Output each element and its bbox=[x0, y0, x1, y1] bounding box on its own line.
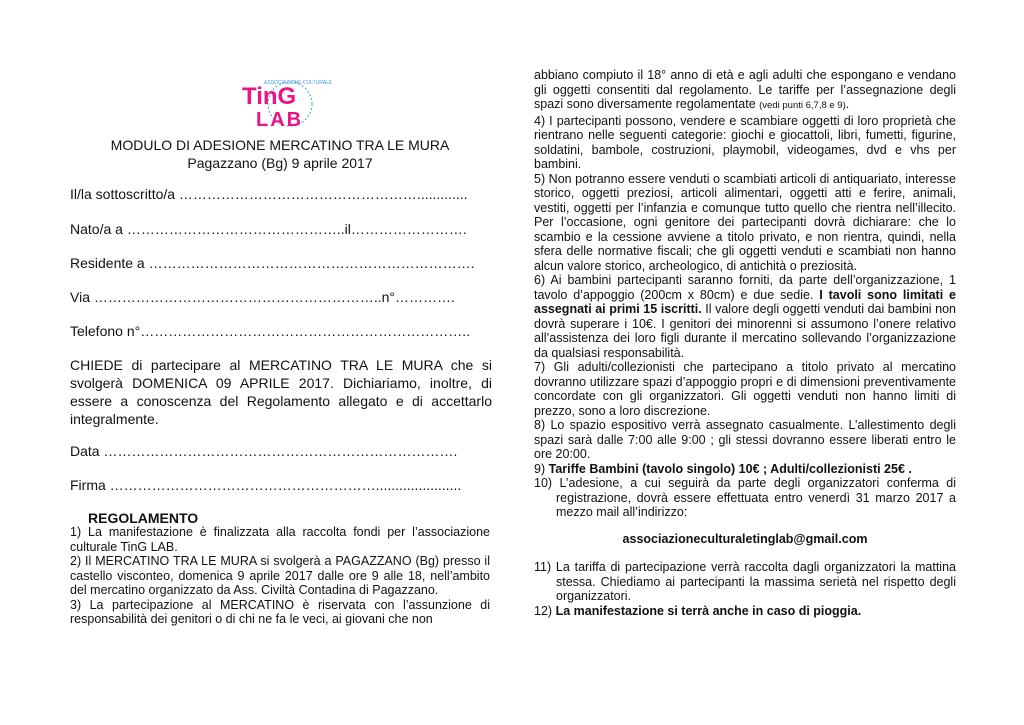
logo-arc-text: ASSOCIAZIONE CULTURALE bbox=[264, 80, 333, 86]
rule-3-continued bbox=[534, 68, 956, 114]
regolamento-left bbox=[70, 525, 490, 627]
rule-9-number: 9) bbox=[534, 461, 546, 476]
rule-6-text: 6) Ai bambini partecipanti saranno forniti, da parte dell’organizzazione, 1 tavolo d’appoggio (200cm x 80cm) e due sedie. bbox=[534, 273, 956, 302]
rule-5: 5) Non potranno essere venduti o scambiati articoli di antiquariato, interesse storico, oggetti preziosi, articoli alimentari, oggetti atti e ferire, animali, vestiti, oggetti per l’infanzia e comunque tutto quello che rientra nell’illecito. Per l’occasione, ogni genitore dei partecipanti dovrà dichiarare: che lo scambio e la cessione avviene a titolo privato, e non rientra, quindi, nella sfera delle normative fiscali; che gli oggetti venduti e scambiati non hanno alcun valore storico, archeologico, di antichità o preziosità. bbox=[534, 171, 956, 273]
phone-field: Telefono n°…………………………………………………………….. bbox=[70, 323, 470, 339]
rule-12-number: 12) bbox=[534, 603, 553, 618]
rule-6-rest: Il valore degli oggetti venduti dai bambini non dovrà superare i 10€. I genitori dei minorenni si assumono l’onere relativo all’assistenza dei loro figli durante il mercatino sollevando l’organizzazione da qualsiasi responsabilità. bbox=[534, 302, 956, 360]
rule-9-text: Tariffe Bambini (tavolo singolo) 10€ ; Adulti/collezionisti 25€ . bbox=[548, 461, 912, 476]
rule-2: 2) Il MERCATINO TRA LE MURA si svolgerà a PAGAZZANO (Bg) presso il castello visconteo, domenica 9 aprile 2017 dalle ore 9 alle 18, nell’ambito del mercatino organizzato da Ass. Civiltà Contadina di Pagazzano. bbox=[70, 554, 490, 597]
name-field: Il/la sottoscritto/a ……………………………………………............. bbox=[70, 186, 468, 202]
rule-4: 4) I partecipanti possono, vendere e scambiare oggetti di loro proprietà che rientrano nelle seguenti categorie: giochi e giocattoli, libri, fumetti, figurine, soldatini, bambole, costruzioni, playmobil, videogames, dvd e vhs per bambini. bbox=[534, 113, 956, 171]
rule-8: 8) Lo spazio espositivo verrà assegnato casualmente. L’allestimento degli spazi sarà dalle 7:00 alle 9:00 ; gli stessi dovranno essere liberati entro le ore 20:00. bbox=[534, 418, 956, 461]
regolamento-right bbox=[534, 68, 956, 618]
form-subtitle: Pagazzano (Bg) 9 aprile 2017 bbox=[187, 155, 373, 171]
rule-1: 1) La manifestazione è finalizzata alla raccolta fondi per l’associazione culturale TinG LAB. bbox=[70, 525, 490, 554]
request-paragraph: CHIEDE di partecipare al MERCATINO TRA LE MURA che si svolgerà DOMENICA 09 APRILE 2017. Dichiariamo, inoltre, di essere a conoscenza del Regolamento allegato e di accettarlo integralmente. bbox=[70, 357, 492, 427]
logo-word-ting: TinG bbox=[242, 83, 297, 110]
address-field: Via ……………………………………………………..n°…………. bbox=[70, 289, 455, 305]
contact-email[interactable]: associazioneculturaletinglab@gmail.com bbox=[622, 531, 868, 546]
rule-7: 7) Gli adulti/collezionisti che partecipano a titolo privato al mercatino dovranno utilizzare spazi d’appoggio propri e di dimensioni preventivamente concordate con gli organizzatori. Gli oggetti venduti non hanno limiti di prezzo, sono a loro discrezione. bbox=[534, 360, 956, 418]
birth-field: Nato/a a ………………………………………..il……………………. bbox=[70, 221, 467, 237]
residence-field: Residente a ……………………………………………………………. bbox=[70, 255, 475, 271]
rule-3-start: 3) La partecipazione al MERCATINO è riservata con l’assunzione di responsabilità dei genitori o di chi ne fa le veci, ai giovani che non bbox=[70, 597, 490, 626]
rule-10: 10) L’adesione, a cui seguirà da parte degli organizzatori conferma di registrazione, dovrà essere effettuata entro venerdì 31 marzo 2017 a mezzo mail all’indirizzo: bbox=[534, 476, 956, 519]
logo-word-lab: LAB bbox=[256, 109, 304, 131]
rule-12 bbox=[534, 604, 956, 619]
rule-11: 11) La tariffa di partecipazione verrà raccolta dagli organizzatori la mattina stessa. Chiediamo ai partecipanti la massima serietà nel rispetto degli organizzatori. bbox=[534, 560, 956, 603]
rule-6-bold: I tavoli sono limitati e assegnati ai primi 15 iscritti. bbox=[534, 287, 956, 316]
rule-9 bbox=[534, 462, 956, 477]
tinglab-logo bbox=[238, 74, 333, 132]
rule-3-note: (vedi punti 6,7,8 e 9) bbox=[759, 100, 846, 111]
rule-12-text: La manifestazione si terrà anche in caso di pioggia. bbox=[555, 603, 862, 618]
rule-3-end: . bbox=[845, 97, 850, 111]
rule-6 bbox=[534, 273, 956, 360]
date-field: Data …………………………………………………………………. bbox=[70, 443, 458, 459]
form-title: MODULO DI ADESIONE MERCATINO TRA LE MURA bbox=[110, 137, 450, 153]
signature-field: Firma …………………………………………………...................... bbox=[70, 477, 462, 493]
rule-3-text: abbiano compiuto il 18° anno di età e agli adulti che espongano e vendano gli oggetti consentiti dal regolamento. Le tariffe per l’assegnazione degli spazi sono diversamente regolamentate bbox=[534, 68, 956, 111]
regolamento-heading: REGOLAMENTO bbox=[88, 510, 199, 526]
